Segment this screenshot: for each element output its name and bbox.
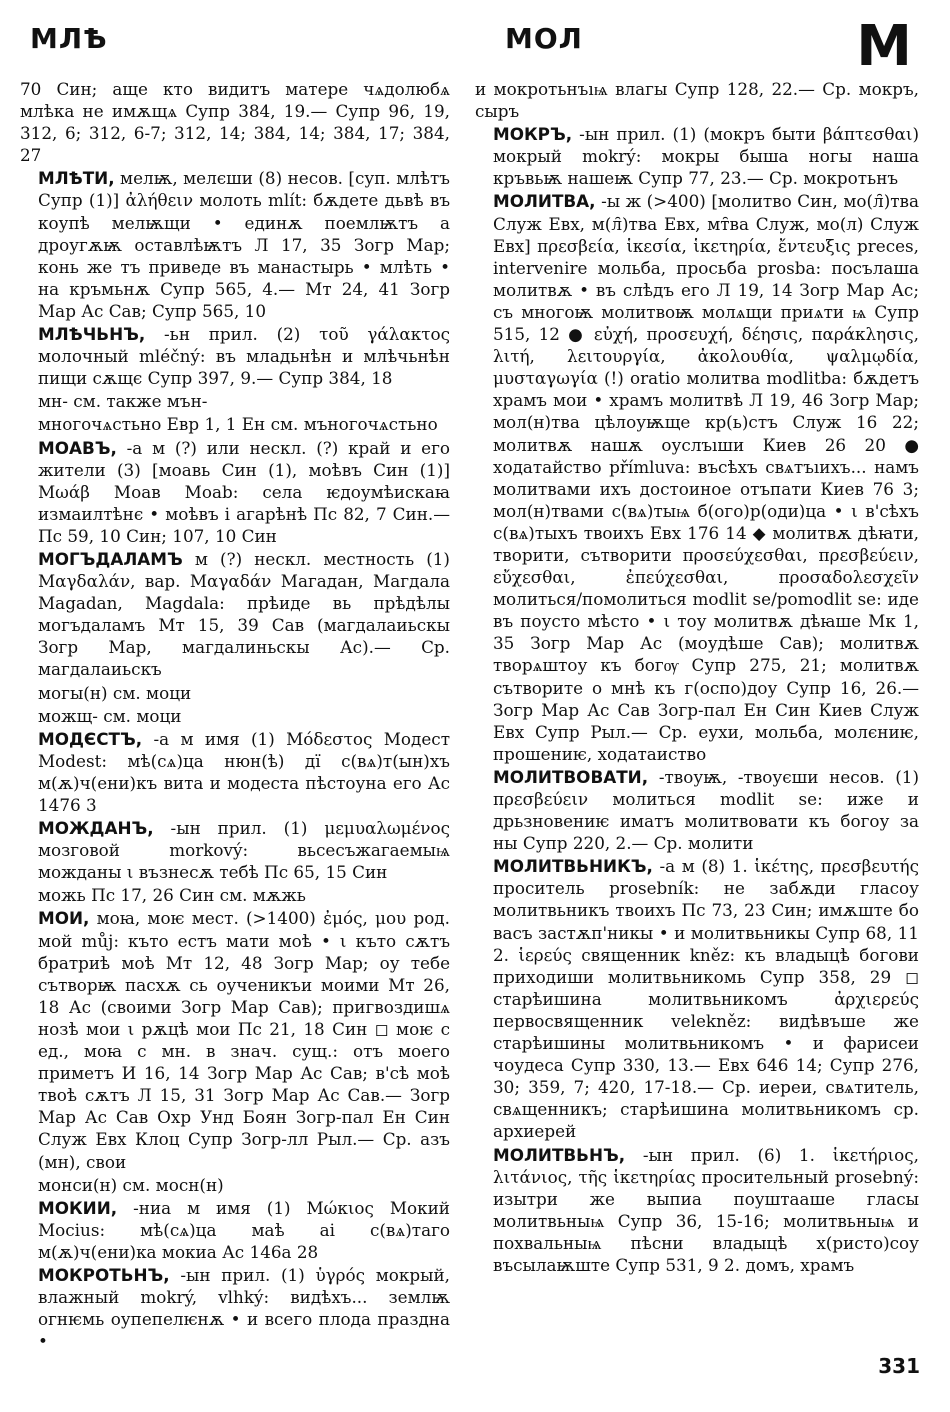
right-column: [475, 78, 919, 1277]
dictionary-entry: [475, 1144, 919, 1277]
entry-text: -а м (?) или нескл. (?) край и его жители (3) [моавь Син (1), моѣвъ Син (1)] Μωάβ Моав Moab: села ѥдоумѣискаꙗ измаилтѣнє • моѣвъ і агарѣнѣ Пс 82, 7 Син.— Пс 59, 10 Син; 107, 10 Син: [38, 437, 450, 546]
dictionary-entry: [20, 548, 450, 681]
dictionary-entry: [475, 766, 919, 854]
entry-headword: МЛѢТИ,: [38, 168, 115, 189]
dictionary-entry: [20, 1264, 450, 1352]
entry-headword: МОДЄСТЪ,: [38, 728, 143, 749]
dictionary-entry: [20, 817, 450, 883]
entry-text: и мокротьнъıѩ влагы Супр 128, 22.— Ср. мокръ, сыръ: [475, 79, 919, 122]
dictionary-entry: [20, 884, 450, 906]
dictionary-entry: [20, 167, 450, 322]
dictionary-entry: [20, 728, 450, 816]
entry-text: могы(н) см. моци: [38, 682, 192, 703]
entry-headword: МОКРОТЬНЪ,: [38, 1264, 170, 1285]
section-letter: М: [856, 14, 912, 79]
dictionary-entry: [475, 78, 919, 122]
page-number: 331: [878, 1354, 920, 1378]
entry-text: -ы ж (>400) [молитво Син, мо(л̑)тва Служ Евх, м(л̑)тва Евх, мт̑ва Служ, мо(л) Служ Евх] πρεσβεία, ἱκεσία, ἱκετηρία, ἔντευξις preces, intervenire мольба, просьба prosba: посълаша молитвѫ • въ слѣдъ его Л 19, 14 Зогр Мар Ас; съ многоѭ молитвоѭ молѧщи приѧти ѩ Супр 515, 12 ● εὐχή, προσευχή, δέησις, παράκλησις, λιτή, λειτουργία, ἀκολουθία, ψαλμῳδία, μυσταγωγία (!) oratio молитва modlitba: бѫдетъ храмъ мои • храмъ молитвѣ Л 19, 46 Зогр Мар; мол(н)тва цѣлоуѭще кр(ь)стъ Служ 16 22; молитвѫ нашѫ оуслъıши Киев 26 20 ● ходатайство přímluva: въсѣхъ свѧтъıихъ... намъ молитвами ихъ достоиное отъпати Киев 76 3; мол(н)твами с(вѧ)тыѩ б(ого)р(оди)ца • ι в'сѣхъ с(вѧ)тыхъ твоихъ Евх 176 14 ◆ молитвѫ дѣꙗти, творити, сътворити προσεύχεσθαι, πρεσβεύειν, εὔχεσθαι, ἐπεύχεσθαι, προσαδολεσχεῖν молиться/помолиться modlit se/pomodlit se: иде въ поусто мѣсто • ι тоу молитвѫ дѣꙗше Мк 1, 35 Зогр Мар Ас (моудѣше Сав); молитвѫ творѧштоу къ богѹ Супр 275, 21; молитвѫ сътворите о мнѣ къ г(оспо)доу Супр 16, 26.— Зогр Мар Ас Сав Зогр-пал Ен Син Киев Служ Евх Супр Рыл.— Ср. еухи, мольба, молєниѥ, прошениѥ, ходатаиство: [493, 191, 919, 764]
entry-text: моꙗ, моѥ мест. (>1400) ἐμός, μου род. мой můj: къто естъ мати моѣ • ι къто сѫтъ братриѣ моѣ Мт 12, 48 Зогр Мар; оу тебе сътворѭ пасхѫ сь оученикъи моими Мт 26, 18 Ас (своими Зогр Мар Сав); пригвоздишѧ нозѣ мои ι рѫцѣ мои Пс 21, 18 Син ◻ моѥ с ед., моꙗ с мн. в знач. сущ.: отъ моего приметъ И 16, 14 Зогр Мар Ас Сав; в'сѣ моѣ твоѣ сѫтъ Л 15, 31 Зогр Мар Ас Сав.— Зогр Мар Ас Сав Охр Унд Боян Зогр-пал Ен Син Служ Евх Клоц Супр Зогр-лл Рыл.— Ср. азъ (мн), свои: [38, 908, 450, 1172]
entry-text: монси(н) см. мосн(н): [38, 1174, 224, 1195]
entry-headword: МОЛИТВЬНИКЪ,: [493, 856, 653, 877]
entry-text: -ын прил. (1) (мокръ быти βάπτεσθαι) мокрый mokrý: мокры быша ногы наша кръвьѭ нашеѭ Супр 77, 23.— Ср. мокротьнъ: [493, 124, 919, 189]
entry-headword: МОГЪДАЛАМЪ: [38, 548, 183, 569]
entry-headword: МЛѢЧЬНЪ,: [38, 324, 146, 345]
entry-text: можь Пс 17, 26 Син см. мѫжь: [38, 885, 306, 906]
entry-headword: МОКРЪ,: [493, 124, 573, 145]
dictionary-entry: [20, 1197, 450, 1263]
entry-text: -твоуѭ, -твоуєши несов. (1) πρεσβεύειν молиться modlit se: иже и дрьзновениѥ иматъ молитвовати къ богоу за ны Супр 220, 2.— Ср. молити: [493, 766, 920, 854]
entry-text: -ын прил. (1) ὑγρός мокрый, влажный mokrý, vlhký: видѣхъ... землѭ огнѥмь оупепелѥнѫ • и всего плода празднa •: [38, 1264, 450, 1352]
dictionary-entry: [20, 323, 450, 389]
entry-headword: МОЛИТВЬНЪ,: [493, 1144, 626, 1165]
entry-text: -ьн прил. (2) τοῦ γάλακτος молочный mléčný: въ младьнѣн и млѣчьнѣн пищи сѫщє Супр 397, 9.— Супр 384, 18: [38, 324, 450, 389]
running-head-left: МЛѢ: [30, 22, 108, 55]
entry-text: можщ- см. моци: [38, 705, 182, 726]
entry-text: -ниа м имя (1) Μώκιος Мокий Mocius: мѣ(сѧ)ца маѣ аі с(вѧ)таго м(ѫ)ч(ени)ка мокиа Ас 146а 28: [38, 1197, 450, 1262]
entry-headword: МОЛИТВА,: [493, 191, 596, 212]
entry-headword: МОЛИТВОВАТИ,: [493, 766, 649, 787]
dictionary-entry: [475, 123, 919, 189]
dictionary-entry: [20, 78, 450, 166]
entry-text: -а м (8) 1. ἱκέτης, πρεσβευτής проситель prosebník: не забѫди гласоу молитвьникъ твоихъ Пс 73, 23 Син; имѫште бо васъ застѫп'никы • и молитвьникы Супр 68, 11 2. ἱερεύς священник kněz: къ владыцѣ богови приходиши молитвьникомь Супр 358, 29 ◻ старѣишина молитвьникомъ ἀρχιερεύς первосвященник velekněz: видѣвъше же старѣишины молитвьникомъ • и фарисеи чоудеса Супр 330, 13.— Евх 646 14; Супр 276, 30; 359, 7; 420, 17-18.— Ср. иереи, свѧтитель, свѧщенникъ; старѣишина молитвьникомъ ср. архиерей: [493, 856, 919, 1142]
dictionary-entry: [20, 413, 450, 435]
entry-headword: МОАВЪ,: [38, 437, 117, 458]
entry-headword: МОИ,: [38, 908, 90, 929]
entry-headword: МОКИИ,: [38, 1197, 118, 1218]
entry-text: многочѧстьно Евр 1, 1 Ен см. мъногочѧстьно: [38, 414, 438, 435]
entry-text: -ын прил. (6) 1. ἱκετήριος, λιτάνιος, τῆς ἱκετηρίας просительный prosebný: изытри же выпиа поуштааше гласы молитвьныѩ Супр 36, 15-16; молитвьныѩ и похвальныѩ пѣсни владыцѣ х(ристо)соу въсылаѭште Супр 531, 9 2. домъ, храмъ: [493, 1144, 919, 1275]
dictionary-entry: [20, 907, 450, 1172]
dictionary-entry: [20, 682, 450, 704]
entry-text: 70 Син; аще кто видитъ матере чѧдолюбѧ млѣка не имѫщѧ Супр 384, 19.— Супр 96, 19, 312, 6; 312, 6-7; 312, 14; 384, 14; 384, 17; 384, 27: [20, 79, 450, 166]
entry-text: -ын прил. (1) μεμυαλωμένος мозговой morkový: вьсесъжагаемыѩ можданы ι възнесѫ тебѣ Пс 65, 15 Син: [38, 818, 450, 883]
dictionary-entry: [475, 190, 919, 764]
dictionary-entry: [475, 855, 919, 1142]
entry-headword: МОЖДАНЪ,: [38, 818, 154, 839]
left-column: [20, 78, 450, 1353]
entry-text: мелѭ, мелєши (8) несов. [суп. млѣтъ Супр (1)] ἀλήθειν молоть mlít: бѫдете дьвѣ въ коупѣ мелѭщи • единѫ поемлѭтъ а дроугѫѭ оставлѣѭтъ Л 17, 35 Зогр Мар; конь же тъ приведе въ манастырь • млѣть • на кръмьнѫ Супр 565, 4.— Мт 24, 41 Зогр Мар Ас Сав; Супр 565, 10: [38, 168, 450, 321]
dictionary-entry: [20, 437, 450, 547]
running-head-center: МОЛ: [505, 22, 583, 55]
entry-text: м (?) нескл. местность (1) Μαγδαλάν, вар. Μαγαδάν Магадан, Магдала Magadan, Magdala: прѣиде вь прѣдѣлы могъдаламъ Мт 15, 39 Сав (магдалаиьскы Зогр Мар, магдалиньскы Ас).— Ср. магдалаиьскъ: [38, 548, 450, 680]
dictionary-entry: [20, 390, 450, 412]
dictionary-entry: [20, 1174, 450, 1196]
entry-text: -а м имя (1) Μόδεστος Модест Modest: мѣ(сѧ)ца нюн(ѣ) дї с(вѧ)т(ын)хъ м(ѫ)ч(ени)къ вита и модеста пѣстоуна его Ас 1476 3: [38, 728, 450, 815]
entry-text: мн- см. также мън-: [38, 391, 208, 412]
dictionary-entry: [20, 705, 450, 727]
